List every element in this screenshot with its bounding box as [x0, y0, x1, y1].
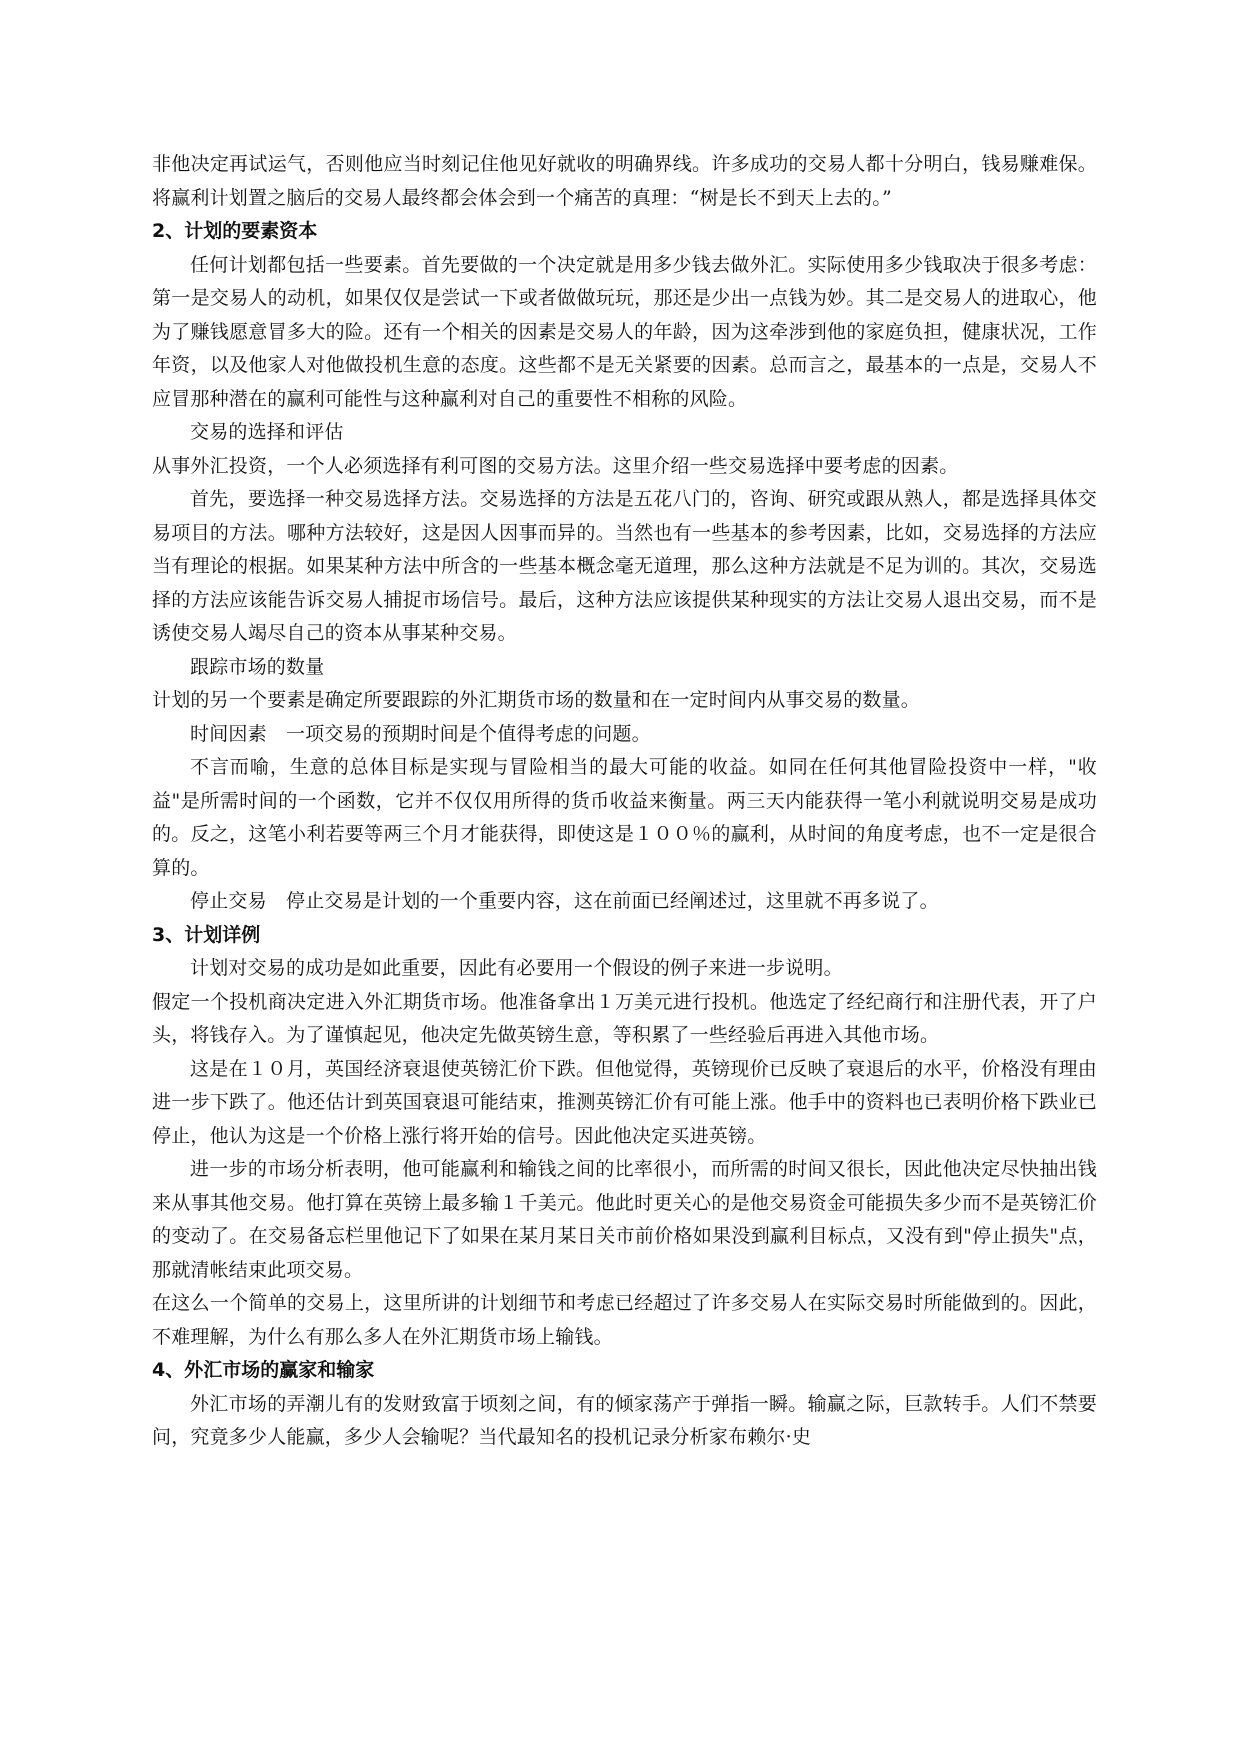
paragraph-market-players: 外汇市场的弄潮儿有的发财致富于顷刻之间，有的倾家荡产于弹指一瞬。输赢之际，巨款转手。人们不禁要问，究竟多少人能赢，多少人会输呢？当代最知名的投机记录分析家布赖尔·史 — [152, 1392, 1097, 1448]
heading-plan-example: 3、计划详例 — [152, 923, 261, 946]
paragraph-returns: 不言而喻，生意的总体目标是实现与冒险相当的最大可能的收益。如同在任何其他冒险投资中一样，"收益"是所需时间的一个函数，它并不仅仅用所得的货币收益来衡量。两三天内能获得一笔小利就说明交易是成功的。反之，这笔小利若要等两三个月才能获得，即使这是１００％的赢利，从时间的角度考虑，也不一定是很合算的。 — [152, 756, 1097, 879]
paragraph-speculator: 假定一个投机商决定进入外汇期货市场。他准备拿出１万美元进行投机。他选定了经纪商行和注册代表，开了户头，将钱存入。为了谨慎起见，他决定先做英镑生意，等积累了一些经验后再进入其他市场。 — [152, 990, 1097, 1046]
paragraph-intro: 非他决定再试运气，否则他应当时刻记住他见好就收的明确界线。许多成功的交易人都十分明白，钱易赚难保。将赢利计划置之脑后的交易人最终都会体会到一个痛苦的真理：“树是长不到天上去的。” — [152, 153, 1097, 209]
paragraph-trade-method: 从事外汇投资，一个人必须选择有利可图的交易方法。这里介绍一些交易选择中要考虑的因素。 — [152, 454, 959, 477]
document-page — [152, 148, 1097, 1455]
paragraph-october: 这是在１０月，英国经济衰退使英镑汇价下跌。但他觉得，英镑现价已反映了衰退后的水平，价格没有理由进一步下跌了。他还估计到英国衰退可能结束，推测英镑汇价有可能上涨。他手中的资料也已表明价格下跌业已停止，他认为这是一个价格上涨行将开始的信号。因此他决定买进英镑。 — [152, 1057, 1097, 1147]
paragraph-time-factor: 时间因素 一项交易的预期时间是个值得考虑的问题。 — [190, 722, 651, 745]
paragraph-example-intro: 计划对交易的成功是如此重要，因此有必要用一个假设的例子来进一步说明。 — [190, 957, 843, 979]
paragraph-stop-trading: 停止交易 停止交易是计划的一个重要内容，这在前面已经阐述过，这里就不再多说了。 — [190, 890, 939, 912]
paragraph-conclusion: 在这么一个简单的交易上，这里所讲的计划细节和考虑已经超过了许多交易人在实际交易时所能做到的。因此，不难理解，为什么有那么多人在外汇期货市场上输钱。 — [152, 1292, 1097, 1348]
subheading-trade-selection: 交易的选择和评估 — [190, 421, 344, 443]
heading-winners-losers: 4、外汇市场的赢家和输家 — [152, 1359, 375, 1381]
paragraph-selection-method: 首先，要选择一种交易选择方法。交易选择的方法是五花八门的，咨询、研究或跟从熟人，都是选择具体交易项目的方法。哪种方法较好，这是因人因事而异的。当然也有一些基本的参考因素，比如，交易选择的方法应当有理论的根据。如果某种方法中所含的一些基本概念毫无道理，那么这种方法就是不足为训的。其次，交易选择的方法应该能告诉交易人捕捉市场信号。最后，这种方法应该提供某种现实的方法让交易人退出交易，而不是诱使交易人竭尽自己的资本从事某种交易。 — [152, 488, 1097, 644]
paragraph-market-count: 计划的另一个要素是确定所要跟踪的外汇期货市场的数量和在一定时间内从事交易的数量。 — [152, 689, 921, 711]
paragraph-analysis: 进一步的市场分析表明，他可能赢利和输钱之间的比率很小，而所需的时间又很长，因此他决定尽快抽出钱来从事其他交易。他打算在英镑上最多输１千美元。他此时更关心的是他交易资金可能损失多少而不是英镑汇价的变动了。在交易备忘栏里他记下了如果在某月某日关市前价格如果没到赢利目标点，又没有到"停止损失"点，那就清帐结束此项交易。 — [152, 1158, 1097, 1281]
paragraph-capital: 任何计划都包括一些要素。首先要做的一个决定就是用多少钱去做外汇。实际使用多少钱取决于很多考虑：第一是交易人的动机，如果仅仅是尝试一下或者做做玩玩，那还是少出一点钱为妙。其二是交易人的进取心，他为了赚钱愿意冒多大的险。还有一个相关的因素是交易人的年龄，因为这牵涉到他的家庭负担，健康状况，工作年资，以及他家人对他做投机生意的态度。这些都不是无关紧要的因素。总而言之，最基本的一点是，交易人不应冒那种潜在的赢利可能性与这种赢利对自己的重要性不相称的风险。 — [152, 253, 1097, 410]
heading-plan-elements: 2、计划的要素资本 — [152, 220, 318, 242]
subheading-market-count: 跟踪市场的数量 — [190, 655, 325, 678]
